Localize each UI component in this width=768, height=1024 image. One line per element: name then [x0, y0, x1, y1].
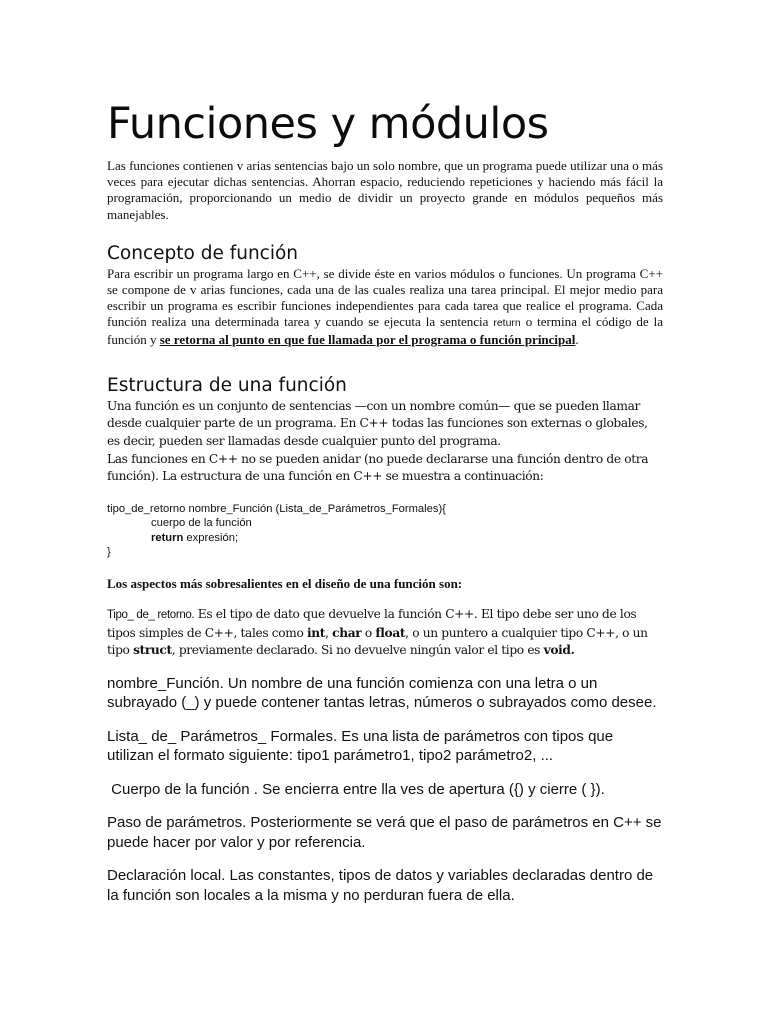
concepto-end: .	[575, 331, 579, 347]
concepto-emphasis: se retorna al punto en que fue llamada por el programa o función principal	[159, 331, 576, 347]
heading-concepto: Concepto de función	[107, 242, 299, 264]
kw-struct: struct	[133, 643, 172, 658]
nombre-funcion-paragraph: nombre_Función. Un nombre de una función comienza con una letra o un subrayado (_) y puede contener tantas letras, números o subrayados como desee.	[107, 674, 657, 712]
kw-void: void.	[543, 643, 575, 658]
aspectos-heading	[107, 576, 663, 592]
code-block	[107, 502, 663, 560]
code-line-close: }	[107, 546, 111, 559]
concepto-text-2: o termina el código de la función y	[107, 314, 664, 347]
kw-float: float	[375, 625, 406, 640]
code-return-keyword: return	[151, 531, 184, 544]
intro-paragraph: Las funciones contienen v arias sentencias bajo un solo nombre, que un programa puede utilizar una o más veces para ejecutar dichas sentencias. Ahorran espacio, reduciendo repeticiones y haciendo más fácil la programación, proporcionando un medio de dividir un proyecto grande en módulos pequeños más manejables.	[107, 158, 663, 222]
heading-estructura: Estructura de una función	[107, 374, 347, 396]
declaracion-local-paragraph: Declaración local. Las constantes, tipos de datos y variables declaradas dentro de la función son locales a la misma y no perduran fuera de ella.	[107, 867, 654, 904]
code-line-body: cuerpo de la función	[151, 517, 252, 530]
paso-parametros-paragraph: Paso de parámetros. Posteriormente se verá que el paso de parámetros en C++ se puede hacer por valor y por referencia.	[107, 814, 662, 851]
concepto-text-1: Para escribir un programa largo en C++, se divide éste en varios módulos o funciones. Un programa C++ se compone de v arias funciones, cada una de las cuales realiza una tarea principal. El mejor medio para escribir un programa es escribir funciones independientes para cada tarea que realice el programa. Cada función realiza una determinada tarea y cuando se ejecuta la sentencia	[107, 265, 663, 330]
kw-int: int	[306, 625, 326, 640]
concepto-paragraph	[107, 266, 663, 348]
sep-1: ,	[325, 625, 333, 640]
tipo-text-3: , previamente declarado. Si no devuelve ningún valor el tipo es	[171, 643, 544, 658]
aspectos-heading-text: Los aspectos más sobresalientes en el diseño de una función son:	[107, 575, 463, 591]
return-keyword: return	[493, 317, 521, 330]
code-return-expression: expresión;	[183, 531, 239, 544]
tipo-retorno-paragraph	[107, 606, 663, 660]
cuerpo-funcion-paragraph: Cuerpo de la función . Se encierra entre lla ves de apertura ({) y cierre ( }).	[107, 780, 605, 798]
page-title: Funciones y módulos	[107, 99, 549, 149]
document-page	[107, 96, 663, 905]
estructura-p1: Una función es un conjunto de sentencias —con un nombre común— que se pueden llamar desde cualquier parte de un programa. En C++ todas las funciones son externas o globales, es decir, pueden ser llamadas desde cualquier punto del programa.	[107, 398, 648, 449]
lista-parametros-paragraph: Lista_ de_ Parámetros_ Formales. Es una lista de parámetros con tipos que utilizan el formato siguiente: tipo1 parámetro1, tipo2 parámetro2, ...	[107, 727, 614, 765]
tipo-text-1: Es el tipo de dato que devuelve la función C++. El tipo debe ser uno de los tipos simples de C++, tales como	[107, 607, 637, 640]
tipo-retorno-label: Tipo_ de_ retorno.	[107, 609, 195, 621]
estructura-p2: Las funciones en C++ no se pueden anidar (no puede declararse una función dentro de otra función). La estructura de una función en C++ se muestra a continuación:	[107, 451, 649, 484]
code-line-return	[107, 531, 663, 546]
code-line-signature: tipo_de_retorno nombre_Función (Lista_de_Parámetros_Formales){	[107, 502, 446, 515]
kw-char: char	[332, 625, 362, 640]
sep-2: o	[361, 625, 376, 640]
tipo-text-2: , o un puntero a cualquier tipo C++, o un tipo	[107, 625, 648, 658]
